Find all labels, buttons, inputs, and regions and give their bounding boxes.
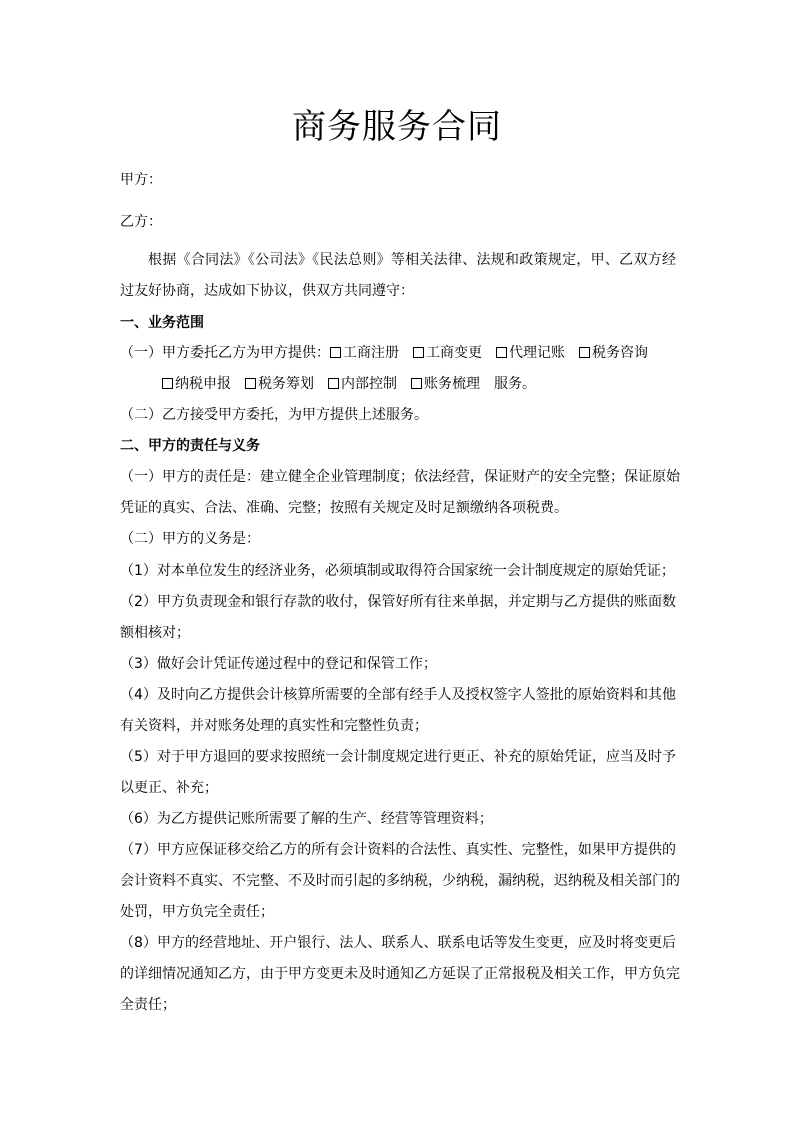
list-item-continued: 以更正、补充； xyxy=(120,780,218,796)
section-heading: 二、甲方的责任与义务 xyxy=(120,438,260,454)
list-item-continued: 会计资料不真实、不完整、不及时而引起的多纳税，少纳税，漏纳税，迟纳税及相关部门的 xyxy=(120,873,680,889)
scope-options-row-2 xyxy=(162,374,536,394)
checkbox-label: 账务梳理 xyxy=(424,376,480,392)
list-item: （2）甲方负责现金和银行存款的收付，保管好所有往来单据，并定期与乙方提供的账面数 xyxy=(120,594,676,610)
checkbox-label: 纳税申报 xyxy=(175,376,231,392)
checkbox[interactable] xyxy=(496,347,507,358)
checkbox[interactable] xyxy=(328,378,339,389)
list-item: （4）及时向乙方提供会计核算所需要的全部有经手人及授权签字人签批的原始资料和其他 xyxy=(120,687,676,703)
paragraph-line: （二）甲方的义务是： xyxy=(120,531,260,547)
list-item-continued: 的详细情况通知乙方，由于甲方变更未及时通知乙方延误了正常报税及相关工作，甲方负完 xyxy=(120,966,680,982)
checkbox[interactable] xyxy=(579,347,590,358)
list-item-continued: 处罚，甲方负完全责任； xyxy=(120,904,274,920)
list-item-continued: 全责任； xyxy=(120,997,176,1013)
list-item-continued: 有关资料，并对账务处理的真实性和完整性负责； xyxy=(120,718,428,734)
page-title: 商务服务合同 xyxy=(292,107,502,147)
list-item: （8）甲方的经营地址、开户银行、法人、联系人、联系电话等发生变更，应及时将变更后 xyxy=(120,935,676,951)
checkbox[interactable] xyxy=(162,378,173,389)
scope-suffix: 服务。 xyxy=(494,376,536,392)
checkbox-label: 工商注册 xyxy=(343,345,399,361)
list-item: （6）为乙方提供记账所需要了解的生产、经营等管理资料； xyxy=(120,811,493,827)
party-a-label: 甲方： xyxy=(120,172,162,188)
list-item: （7）甲方应保证移交给乙方的所有会计资料的合法性、真实性、完整性，如果甲方提供的 xyxy=(120,842,676,858)
checkbox-label: 内部控制 xyxy=(341,376,397,392)
checkbox[interactable] xyxy=(330,347,341,358)
checkbox-label: 税务咨询 xyxy=(592,345,648,361)
list-item: （5）对于甲方退回的要求按照统一会计制度规定进行更正、补充的原始凭证，应当及时予 xyxy=(120,749,676,765)
scope-item-2: （二）乙方接受甲方委托，为甲方提供上述服务。 xyxy=(120,407,428,423)
party-b-label: 乙方： xyxy=(120,214,162,230)
checkbox[interactable] xyxy=(245,378,256,389)
checkbox[interactable] xyxy=(411,378,422,389)
scope-item-1 xyxy=(120,343,648,363)
list-item-continued: 额相核对； xyxy=(120,625,190,641)
list-item: （3）做好会计凭证传递过程中的登记和保管工作； xyxy=(120,656,437,672)
list-item: （1）对本单位发生的经济业务，必须填制或取得符合国家统一会计制度规定的原始凭证； xyxy=(120,563,675,579)
checkbox-label: 税务筹划 xyxy=(258,376,314,392)
paragraph-line: 凭证的真实、合法、准确、完整；按照有关规定及时足额缴纳各项税费。 xyxy=(120,500,568,516)
checkbox[interactable] xyxy=(413,347,424,358)
section-heading: 一、业务范围 xyxy=(120,315,204,331)
preamble-line: 过友好协商，达成如下协议，供双方共同遵守： xyxy=(120,283,414,299)
scope-item-prefix: （一）甲方委托乙方为甲方提供： xyxy=(120,345,330,361)
paragraph-line: （一）甲方的责任是：建立健全企业管理制度；依法经营，保证财产的安全完整；保证原始 xyxy=(120,469,680,485)
checkbox-label: 工商变更 xyxy=(426,345,482,361)
preamble-line: 根据《合同法》《公司法》《民法总则》等相关法律、法规和政策规定，甲、乙双方经 xyxy=(148,252,676,268)
checkbox-label: 代理记账 xyxy=(509,345,565,361)
